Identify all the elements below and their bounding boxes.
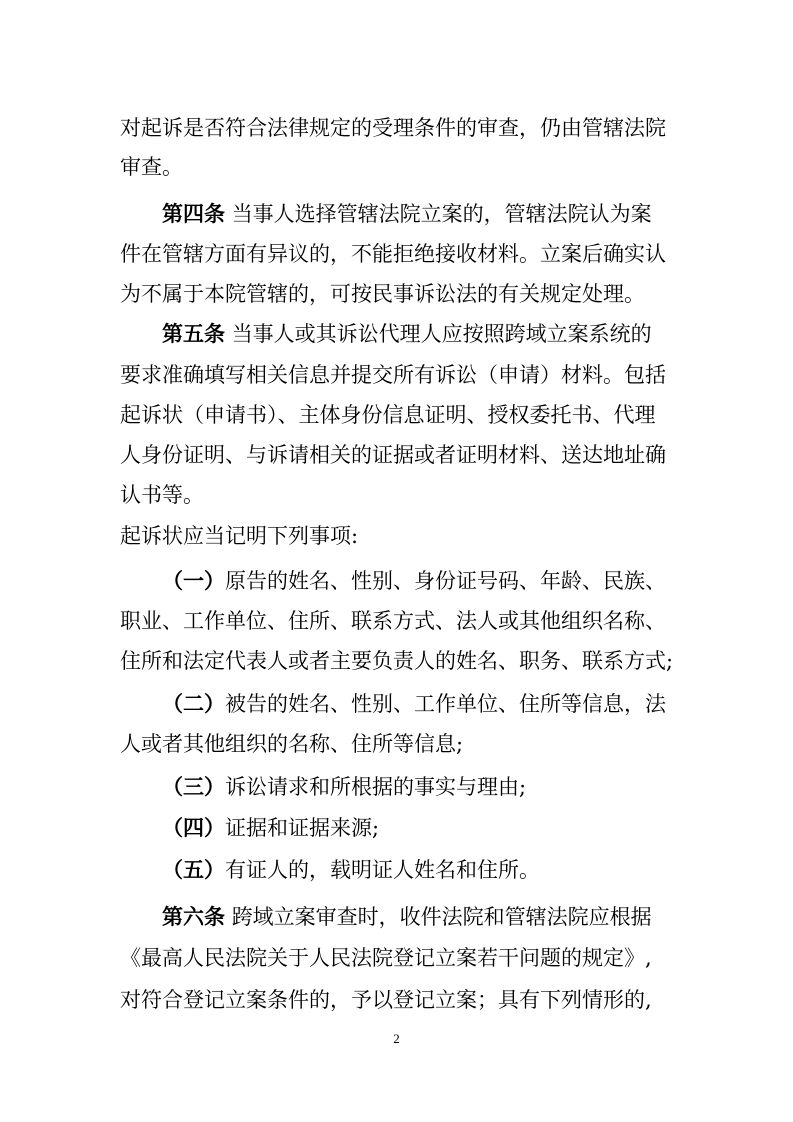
article-5-first-line bbox=[162, 319, 652, 349]
paragraph-line: 审查。 bbox=[120, 155, 183, 179]
article-6-line: 《最高人民法院关于人民法院登记立案若干问题的规定》, bbox=[120, 946, 652, 970]
list-item bbox=[162, 566, 666, 596]
article-6-heading: 第六条 bbox=[162, 905, 225, 929]
list-item bbox=[162, 813, 379, 843]
list-item-text: 证据和证据来源; bbox=[225, 816, 380, 840]
list-item-text: 原告的姓名、性别、身份证号码、年龄、民族、 bbox=[225, 569, 666, 593]
article-5-line: 要求准确填写相关信息并提交所有诉讼（申请）材料。包括 bbox=[120, 363, 666, 387]
article-4-first-line bbox=[162, 199, 652, 229]
article-6-first-line bbox=[162, 902, 652, 932]
list-item-marker: （二） bbox=[162, 692, 225, 716]
article-4-line: 件在管辖方面有异议的，不能拒绝接收材料。立案后确实认 bbox=[120, 242, 666, 266]
article-5-heading: 第五条 bbox=[162, 322, 225, 346]
list-item-line: 职业、工作单位、住所、联系方式、法人或其他组织名称、 bbox=[120, 609, 666, 633]
article-6-text: 跨域立案审查时，收件法院和管辖法院应根据 bbox=[231, 905, 652, 929]
list-item-line: 住所和法定代表人或者主要负责人的姓名、职务、联系方式; bbox=[120, 649, 674, 673]
list-item bbox=[162, 772, 526, 802]
list-item-marker: （三） bbox=[162, 775, 225, 799]
article-6-line: 对符合登记立案条件的，予以登记立案；具有下列情形的, bbox=[120, 988, 652, 1012]
article-5-line: 起诉状（申请书）、主体身份信息证明、授权委托书、代理 bbox=[120, 403, 656, 427]
list-item-marker: （一） bbox=[162, 569, 225, 593]
article-5-line: 认书等。 bbox=[120, 483, 204, 507]
page-number: 2 bbox=[393, 1031, 400, 1046]
list-item-text: 有证人的，载明证人姓名和住所。 bbox=[225, 858, 540, 882]
list-item bbox=[162, 689, 666, 719]
article-4-text: 当事人选择管辖法院立案的，管辖法院认为案 bbox=[231, 202, 652, 226]
article-4-line: 为不属于本院管辖的，可按民事诉讼法的有关规定处理。 bbox=[120, 282, 645, 306]
list-item-line: 人或者其他组织的名称、住所等信息; bbox=[120, 732, 464, 756]
complaint-intro: 起诉状应当记明下列事项: bbox=[120, 524, 359, 548]
article-5-line: 人身份证明、与诉请相关的证据或者证明材料、送达地址确 bbox=[120, 443, 666, 467]
article-5-text: 当事人或其诉讼代理人应按照跨域立案系统的 bbox=[231, 322, 652, 346]
list-item-marker: （五） bbox=[162, 858, 225, 882]
list-item-text: 诉讼请求和所根据的事实与理由; bbox=[225, 775, 527, 799]
article-4-heading: 第四条 bbox=[162, 202, 225, 226]
list-item-marker: （四） bbox=[162, 816, 225, 840]
list-item-text: 被告的姓名、性别、工作单位、住所等信息，法 bbox=[225, 692, 666, 716]
paragraph-line: 对起诉是否符合法律规定的受理条件的审查，仍由管辖法院 bbox=[120, 116, 666, 140]
list-item bbox=[162, 855, 540, 885]
